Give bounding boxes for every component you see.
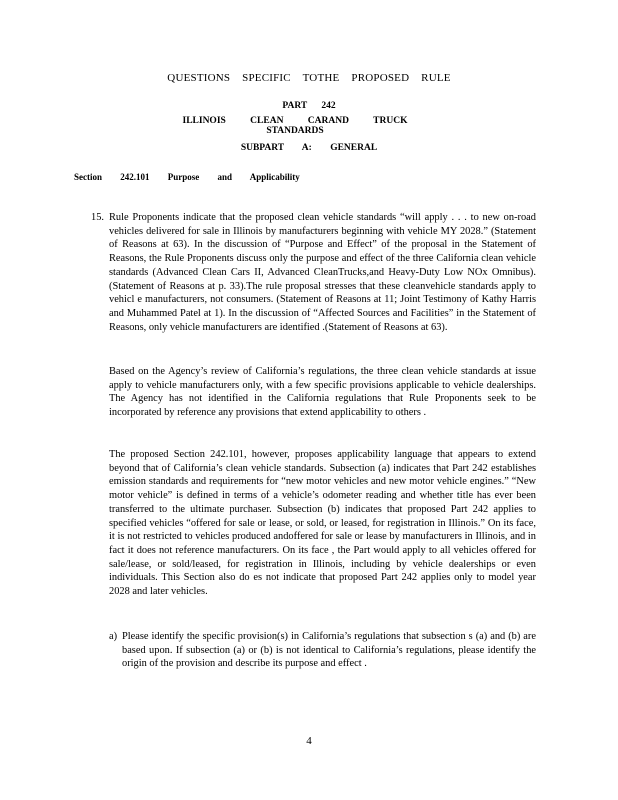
question-number: 15. bbox=[91, 212, 104, 223]
subquestion-label: a) bbox=[109, 631, 118, 642]
part-title: ILLINOIS CLEAN CARAND TRUCK STANDARDS bbox=[182, 116, 408, 136]
subpart-heading: SUBPART A: GENERAL bbox=[240, 143, 378, 153]
question-item bbox=[91, 211, 536, 334]
subquestion-item bbox=[109, 630, 536, 671]
page-number: 4 bbox=[306, 735, 312, 747]
section-heading: Section 242.101 Purpose and Applicability bbox=[74, 172, 300, 182]
subquestion-text: Please identify the specific provision(s) in California’s regulations that subsection s (a) and (b) are based upon. If subsection (a) or (b) is not identical to California’s regulations, please identify the origin of the provision and describe its purpose and effect . bbox=[122, 631, 536, 670]
question-text: Rule Proponents indicate that the proposed clean vehicle standards “will apply . . . to new on-road vehicles delivered for sale in Illinois by manufacturers beginning with vehicle MY 2028.” (Statement of Reasons at 63). In the discussion of “Purpose and Effect” of the proposal in the Statement of Reasons, the Rule Proponents discuss only the purpose and effect of the three California clean vehicle standards (Advanced Clean Cars II, Advanced CleanTrucks,and Heavy-Duty Low NOx Omnibus). (Statement of Reasons at p. 33).The rule proposal stresses that these cleanvehicle standards apply to vehicl e manufacturers, not consumers. (Statement of Reasons at 11; Joint Testimony of Kathy Harris and Muhammed Patel at 1). In the discussion of “Affected Sources and Facilities” in the Statement of Reasons, only vehicle manufacturers are identified .(Statement of Reasons at 63). bbox=[109, 212, 536, 333]
question-paragraph: Based on the Agency’s review of California’s regulations, the three clean vehicle standards at issue apply to vehicle manufacturers only, with a few specific provisions applicable to vehicle dealerships. The Agency has not identified in the California regulations that Rule Proponents seek to be incorporated by reference any provisions that extend applicability to others . bbox=[109, 366, 536, 419]
document-title: QUESTIONS SPECIFIC TOTHE PROPOSED RULE bbox=[167, 72, 451, 84]
question-paragraph: The proposed Section 242.101, however, proposes applicability language that appears to extend beyond that of California’s clean vehicle standards. Subsection (a) indicates that Part 242 establishes emission standards and requirements for “new motor vehicles and new motor vehicle engines.” “New motor vehicle” is defined in terms of a vehicle’s odometer reading and whether title has ever been transferred to the ultimate purchaser. Subsection (b) indicates that proposed Part 242 applies to specified vehicles “offered for sale or lease, or sold, or leased, for registration in Illinois.” On its face, it is not restricted to vehicles produced andoffered for sale or lease by manufacturers in Illinois, and in fact it does not reference manufacturers. On its face , the Part would apply to all vehicles offered for sale/lease, or sold/leased, for registration in Illinois, including by vehicle dealerships or even individuals. This Section also do es not indicate that proposed Part 242 applies only to model year 2028 and later vehicles. bbox=[109, 449, 536, 598]
part-heading: PART 242 bbox=[282, 101, 336, 111]
